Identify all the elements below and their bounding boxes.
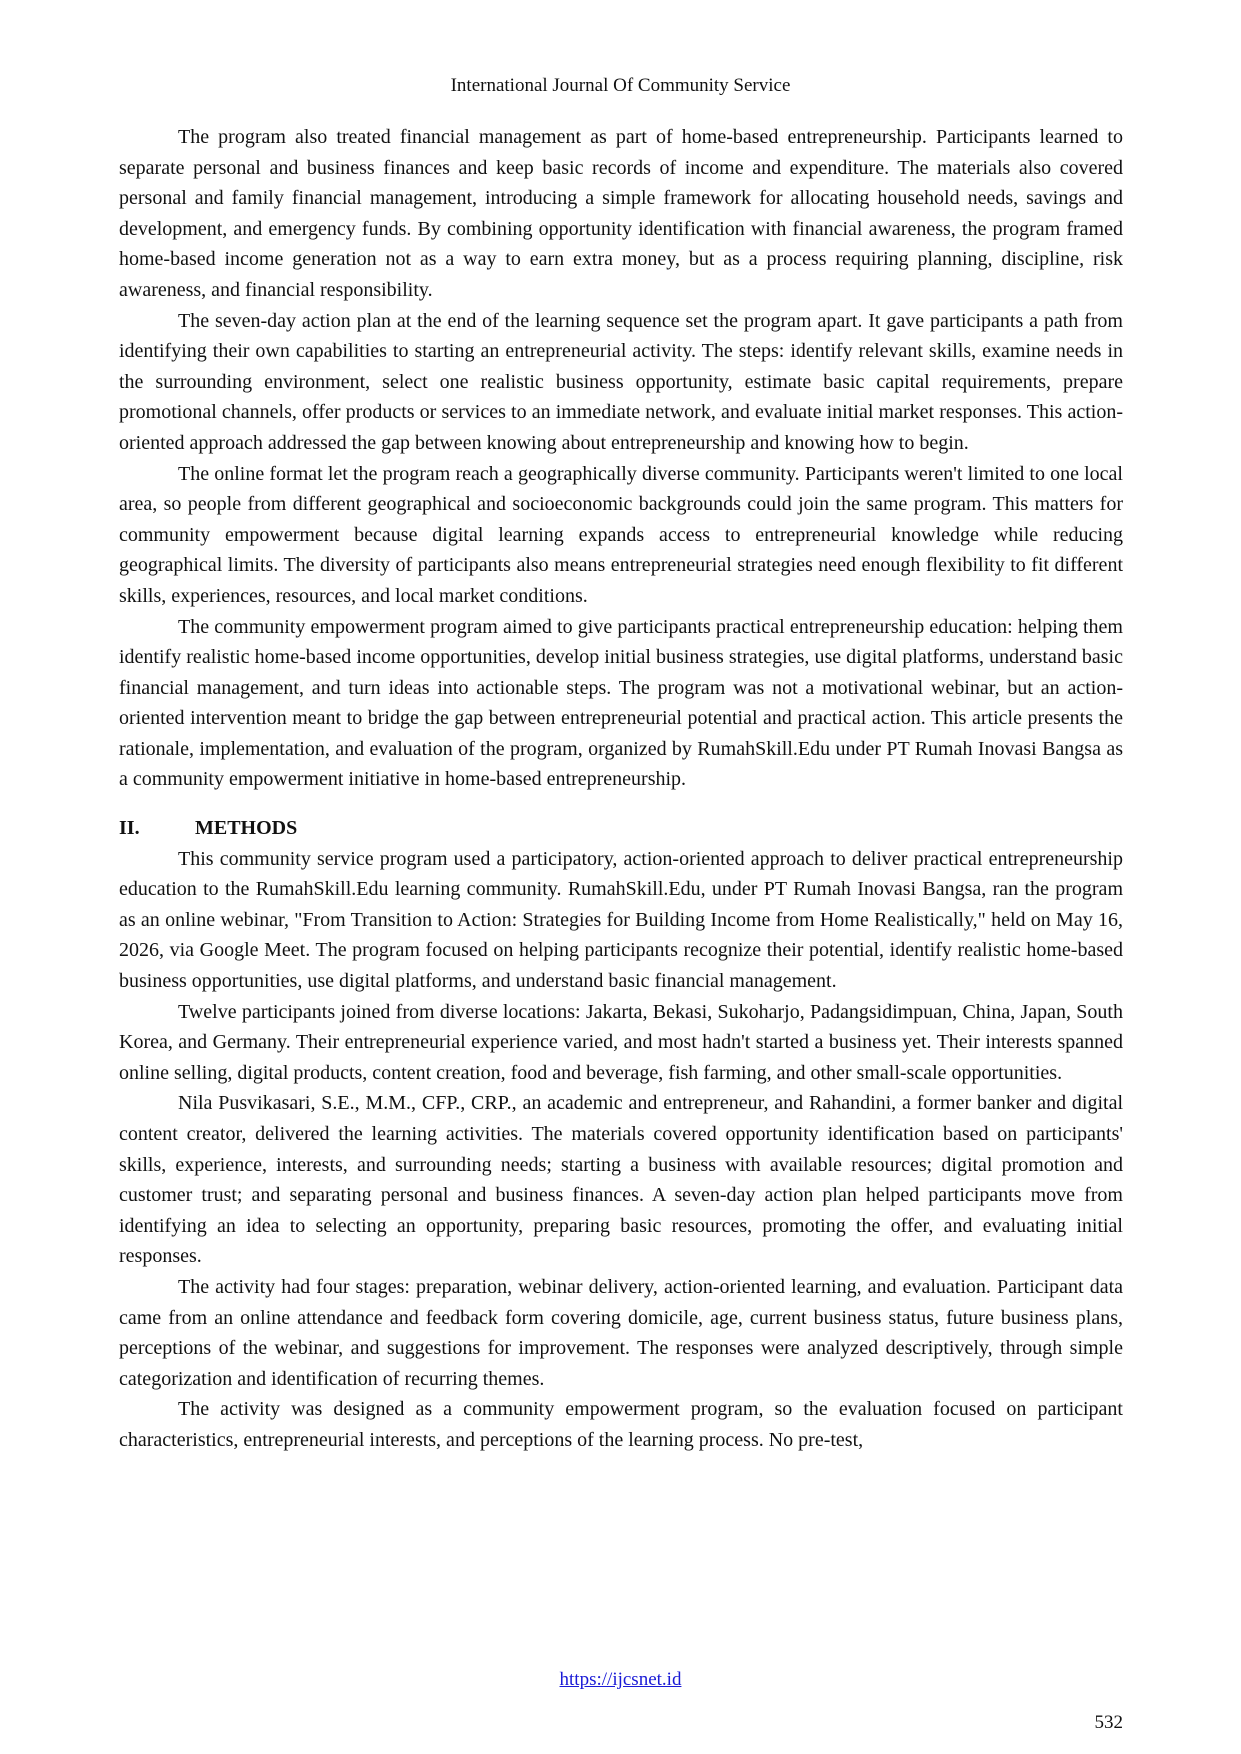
- article-body: [119, 122, 1123, 1456]
- page-number: 532: [1094, 1712, 1123, 1733]
- paragraph-methods-approach: This community service program used a participatory, action-oriented approach to deliver practical entrepreneurship education to the RumahSkill.Edu learning community. RumahSkill.Edu, under PT Rumah Inovasi Bangsa, ran the program as an online webinar, "From Transition to Action: Strategies for Building Income from Home Realistically," held on May 16, 2026, via Google Meet. The program focused on helping participants recognize their potential, identify realistic home-based business opportunities, use digital platforms, and understand basic financial management.: [119, 847, 1123, 993]
- paragraph-participants: Twelve participants joined from diverse locations: Jakarta, Bekasi, Sukoharjo, Padangsidimpuan, China, Japan, South Korea, and Germany. Their entrepreneurial experience varied, and most hadn't started a business yet. Their interests spanned online selling, digital products, content creation, food and beverage, fish farming, and other small-scale opportunities.: [119, 1000, 1123, 1084]
- section-heading-methods: [119, 813, 1123, 844]
- footer-link-container: [0, 1668, 1241, 1692]
- running-header: International Journal Of Community Service: [450, 75, 791, 96]
- paragraph-stages: The activity had four stages: preparation, webinar delivery, action-oriented learning, and evaluation. Participant data came from an online attendance and feedback form covering domicile, age, current business status, future business plans, perceptions of the webinar, and suggestions for improvement. The responses were analyzed descriptively, through simple categorization and identification of recurring themes.: [119, 1275, 1123, 1390]
- section-title: METHODS: [195, 817, 298, 840]
- paragraph-financial-management: The program also treated financial management as part of home-based entrepreneurship. Participants learned to separate personal and business finances and keep basic records of income and expenditure. The materials also covered personal and family financial management, introducing a simple framework for allocating household needs, savings and development, and emergency funds. By combining opportunity identification with financial awareness, the program framed home-based income generation not as a way to earn extra money, but as a process requiring planning, discipline, risk awareness, and financial responsibility.: [119, 126, 1123, 301]
- paragraph-speakers: Nila Pusvikasari, S.E., M.M., CFP., CRP., an academic and entrepreneur, and Rahandini, a former banker and digital content creator, delivered the learning activities. The materials covered opportunity identification based on participants' skills, experience, interests, and surrounding needs; starting a business with available resources; digital promotion and customer trust; and separating personal and business finances. A seven-day action plan helped participants move from identifying an idea to selecting an opportunity, preparing basic resources, promoting the offer, and evaluating initial responses.: [119, 1092, 1123, 1268]
- paragraph-action-plan: The seven-day action plan at the end of the learning sequence set the program apart. It gave participants a path from identifying their own capabilities to starting an entrepreneurial activity. The steps: identify relevant skills, examine needs in the surrounding environment, select one realistic business opportunity, estimate basic capital requirements, prepare promotional channels, offer products or services to an immediate network, and evaluate initial market responses. This action-oriented approach addressed the gap between knowing about entrepreneurship and knowing how to begin.: [119, 309, 1123, 454]
- paragraph-online-format: The online format let the program reach a geographically diverse community. Participants weren't limited to one local area, so people from different geographical and socioeconomic backgrounds could join the same program. This matters for community empowerment because digital learning expands access to entrepreneurial knowledge while reducing geographical limits. The diversity of participants also means entrepreneurial strategies need enough flexibility to fit different skills, experiences, resources, and local market conditions.: [119, 462, 1123, 607]
- paragraph-evaluation: The activity was designed as a community empowerment program, so the evaluation focused on participant characteristics, entrepreneurial interests, and perceptions of the learning process. No pre-test,: [119, 1398, 1123, 1451]
- section-number: II.: [119, 817, 140, 840]
- paragraph-program-aim: The community empowerment program aimed to give participants practical entrepreneurship education: helping them identify realistic home-based income opportunities, develop initial business strategies, use digital platforms, understand basic financial management, and turn ideas into actionable steps. The program was not a motivational webinar, but an action-oriented intervention meant to bridge the gap between entrepreneurial potential and practical action. This article presents the rationale, implementation, and evaluation of the program, organized by RumahSkill.Edu under PT Rumah Inovasi Bangsa as a community empowerment initiative in home-based entrepreneurship.: [119, 615, 1123, 791]
- journal-url-link[interactable]: https://ijcsnet.id: [559, 1669, 682, 1690]
